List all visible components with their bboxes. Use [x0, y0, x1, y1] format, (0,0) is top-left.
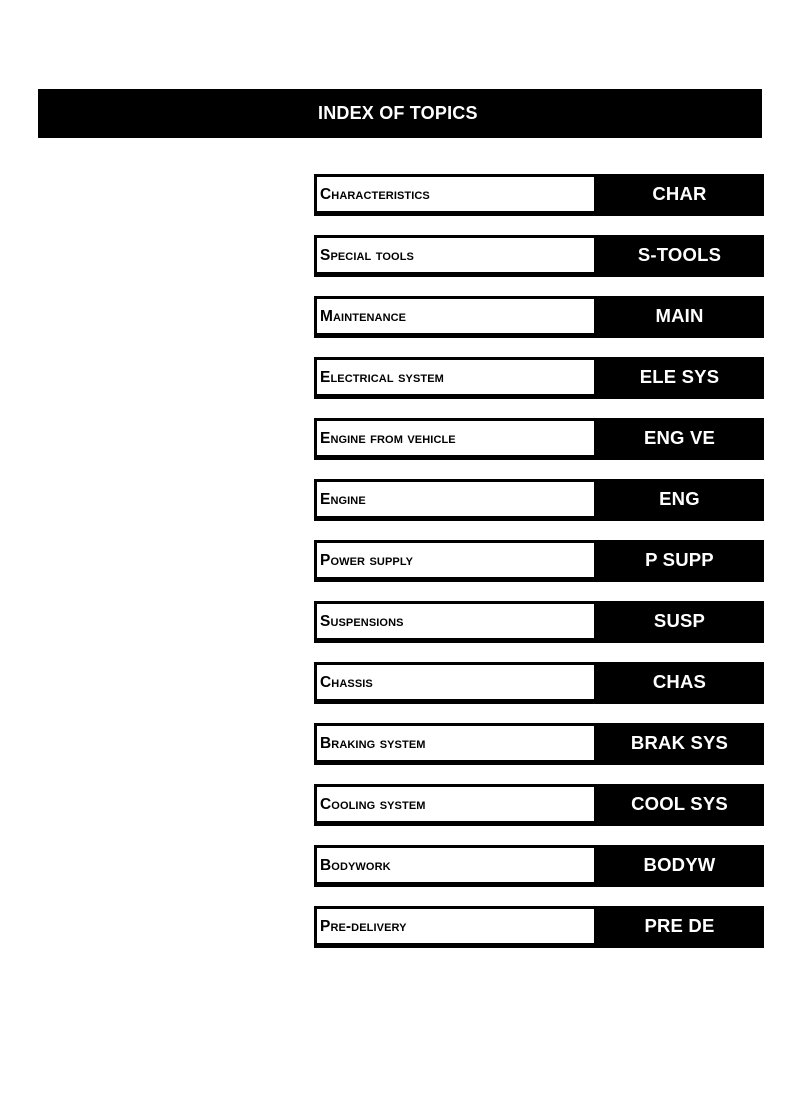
topic-link-engine-from-vehicle[interactable]: [314, 418, 764, 460]
topic-code-tab[interactable]: [595, 906, 764, 948]
topic-code: CHAR: [652, 182, 707, 204]
topic-code: ENG: [659, 487, 700, 509]
topic-label: Cooling system: [320, 796, 426, 813]
topic-link-chassis[interactable]: [314, 662, 764, 704]
topic-link-cooling-system[interactable]: [314, 784, 764, 826]
topic-code: S-TOOLS: [637, 243, 722, 265]
topic-code-tab[interactable]: [595, 845, 764, 887]
topic-code: BRAK SYS: [630, 731, 729, 753]
topic-label: Bodywork: [320, 857, 391, 874]
topic-code-tab[interactable]: [595, 784, 764, 826]
topic-code: MAIN: [655, 304, 704, 326]
topic-label-box: [314, 479, 595, 521]
topic-code-tab[interactable]: [595, 296, 764, 338]
topic-code: ELE SYS: [639, 365, 720, 387]
topic-link-power-supply[interactable]: [314, 540, 764, 582]
topic-label-box: [314, 357, 595, 399]
topic-label: Engine from vehicle: [320, 430, 456, 447]
topic-label-box: [314, 723, 595, 765]
topic-link-characteristics[interactable]: [314, 174, 764, 216]
topic-label-box: [314, 662, 595, 704]
topic-code-tab[interactable]: [595, 174, 764, 216]
topic-label-box: [314, 418, 595, 460]
topic-link-suspensions[interactable]: [314, 601, 764, 643]
topic-code-tab[interactable]: [595, 235, 764, 277]
topic-label-box: [314, 906, 595, 948]
topic-code-tab[interactable]: [595, 540, 764, 582]
topic-code: BODYW: [643, 853, 716, 875]
topic-link-pre-delivery[interactable]: [314, 906, 764, 948]
topic-label: Power supply: [320, 552, 414, 569]
topic-label: Pre-delivery: [320, 918, 407, 935]
topic-label-box: [314, 784, 595, 826]
topic-label: Engine: [320, 491, 366, 508]
topic-label-box: [314, 174, 595, 216]
topic-label: Chassis: [320, 674, 373, 691]
topic-label-box: [314, 845, 595, 887]
topic-code-tab[interactable]: [595, 357, 764, 399]
topic-code: SUSP: [653, 609, 706, 631]
topic-label-box: [314, 235, 595, 277]
page-title: INDEX OF TOPICS: [318, 103, 478, 123]
topic-label-box: [314, 296, 595, 338]
topic-code: ENG VE: [643, 426, 716, 448]
topic-label: Characteristics: [320, 186, 430, 203]
topic-link-maintenance[interactable]: [314, 296, 764, 338]
topic-list: [314, 174, 764, 967]
topic-code-tab[interactable]: [595, 418, 764, 460]
topic-link-special-tools[interactable]: [314, 235, 764, 277]
topic-link-electrical-system[interactable]: [314, 357, 764, 399]
topic-code: CHAS: [652, 670, 707, 692]
topic-label: Electrical system: [320, 369, 444, 386]
index-header: [38, 89, 762, 138]
topic-code-tab[interactable]: [595, 479, 764, 521]
topic-label-box: [314, 601, 595, 643]
topic-label: Braking system: [320, 735, 426, 752]
topic-link-engine[interactable]: [314, 479, 764, 521]
topic-label-box: [314, 540, 595, 582]
topic-link-bodywork[interactable]: [314, 845, 764, 887]
topic-code-tab[interactable]: [595, 601, 764, 643]
topic-link-braking-system[interactable]: [314, 723, 764, 765]
topic-code-tab[interactable]: [595, 723, 764, 765]
topic-label: Special tools: [320, 247, 414, 264]
topic-code-tab[interactable]: [595, 662, 764, 704]
topic-code: COOL SYS: [631, 792, 728, 814]
topic-code: PRE DE: [644, 914, 715, 936]
topic-label: Suspensions: [320, 613, 404, 630]
topic-code: P SUPP: [645, 548, 714, 570]
topic-label: Maintenance: [320, 308, 407, 325]
